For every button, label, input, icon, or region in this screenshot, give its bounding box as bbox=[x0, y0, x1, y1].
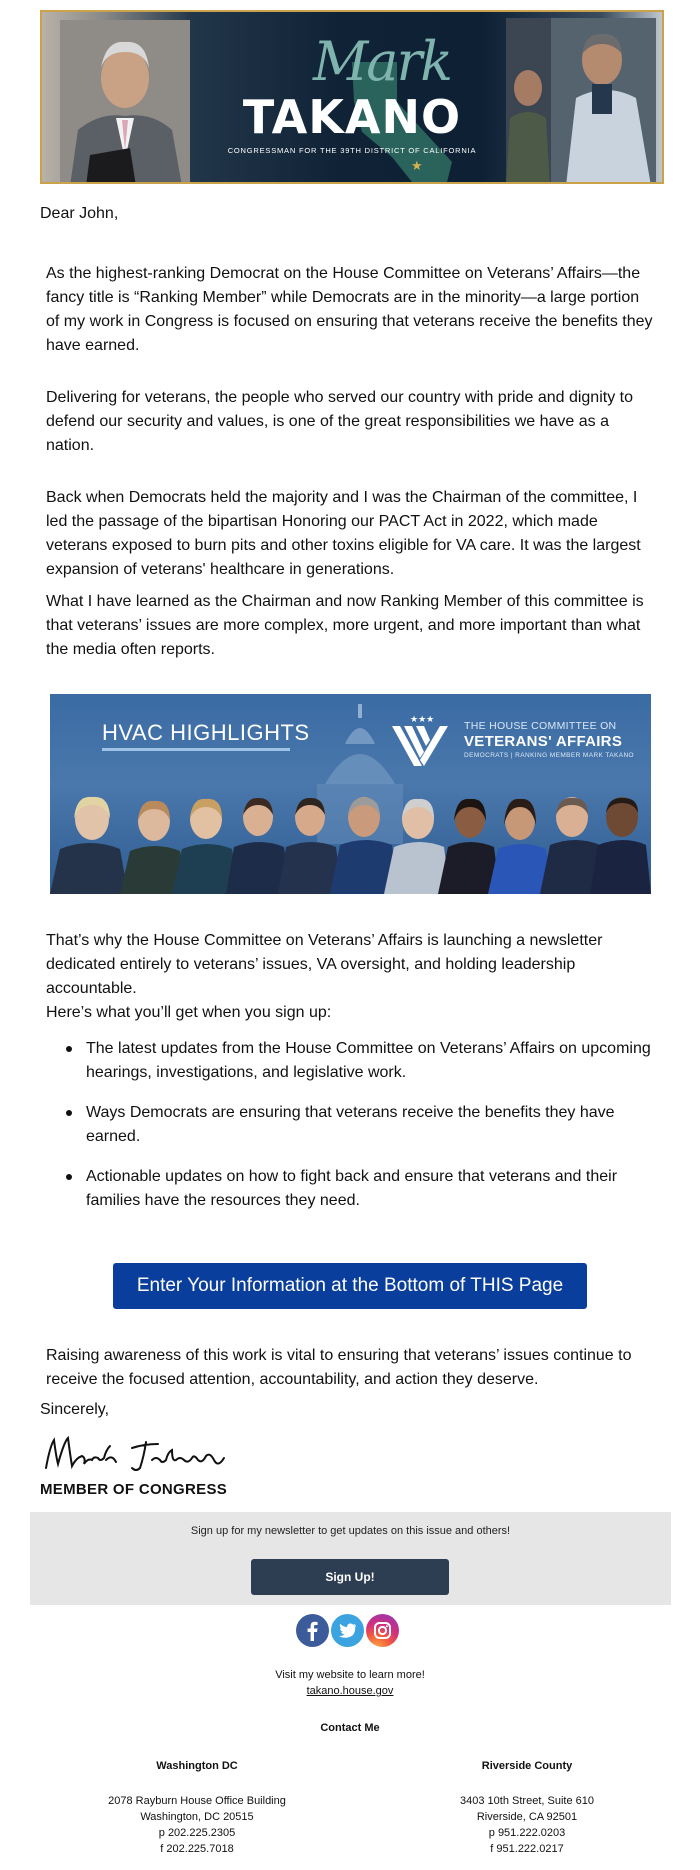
office-washington bbox=[72, 1758, 322, 1857]
instagram-icon[interactable] bbox=[366, 1614, 399, 1647]
signature-drawing bbox=[40, 1428, 240, 1478]
hvac-title-underline bbox=[102, 748, 290, 751]
enter-information-button[interactable]: Enter Your Information at the Bottom of THIS Page bbox=[113, 1263, 587, 1309]
office-address-line2: Washington, DC 20515 bbox=[140, 1811, 254, 1823]
benefits-list bbox=[86, 1037, 666, 1229]
congressman-photo-left bbox=[60, 20, 190, 184]
committee-line-3: DEMOCRATS | RANKING MEMBER MARK TAKANO bbox=[464, 752, 635, 759]
congressman-photo-right bbox=[506, 18, 656, 184]
committee-line-2: VETERANS' AFFAIRS bbox=[464, 733, 623, 750]
committee-logo-icon bbox=[390, 712, 450, 768]
newsletter-signup-box bbox=[30, 1512, 671, 1605]
header-banner bbox=[40, 10, 664, 184]
star-icon: ★ bbox=[411, 158, 423, 173]
facebook-icon[interactable] bbox=[296, 1614, 329, 1647]
hvac-highlights-image bbox=[50, 694, 651, 894]
signup-text: Sign up for my newsletter to get updates on this issue and others! bbox=[190, 1525, 511, 1537]
committee-line-1: THE HOUSE COMMITTEE ON bbox=[464, 720, 617, 732]
office-phone: p 951.222.0203 bbox=[488, 1827, 566, 1839]
sign-up-button[interactable]: Sign Up! bbox=[251, 1559, 449, 1595]
office-name: Washington DC bbox=[156, 1760, 238, 1772]
office-fax: f 951.222.0217 bbox=[490, 1843, 564, 1855]
office-phone: p 202.225.2305 bbox=[158, 1827, 236, 1839]
hvac-title: HVAC HIGHLIGHTS bbox=[102, 720, 310, 745]
office-address-line1: 2078 Rayburn House Office Building bbox=[108, 1795, 286, 1807]
paragraph-5: That’s why the House Committee on Veterans’ Affairs is launching a newsletter dedicated entirely to veterans’ issues, VA oversight, and holding leadership accountable. bbox=[46, 932, 603, 997]
closing: Sincerely, bbox=[40, 1401, 110, 1418]
office-name: Riverside County bbox=[481, 1760, 573, 1772]
list-item: Ways Democrats are ensuring that veterans receive the benefits they have earned. bbox=[86, 1101, 666, 1149]
office-address-line2: Riverside, CA 92501 bbox=[476, 1811, 578, 1823]
paragraph-6: Here’s what you’ll get when you sign up: bbox=[46, 1004, 332, 1021]
paragraph-3: Back when Democrats held the majority and I was the Chairman of the committee, I led the passage of the bipartisan Honoring our PACT Act in 2022, which made veterans exposed to burn pits and other toxins eligible for VA care. It was the largest expansion of veterans' healthcare in generations. bbox=[46, 489, 641, 578]
signature bbox=[40, 1428, 240, 1478]
paragraph-1: As the highest-ranking Democrat on the House Committee on Veterans’ Affairs—the fancy title is “Ranking Member” while Democrats are in the minority—a large portion of my work in Congress is focused on ensuring that veterans receive the benefits they have earned. bbox=[46, 265, 653, 354]
office-address-line1: 3403 10th Street, Suite 610 bbox=[460, 1795, 594, 1807]
banner-name: TAKANO bbox=[242, 90, 462, 144]
paragraph-4: What I have learned as the Chairman and now Ranking Member of this committee is that veterans’ issues are more complex, more urgent, and more important than what the media often reports. bbox=[46, 593, 644, 658]
committee-members-photo bbox=[50, 789, 651, 894]
member-title: MEMBER OF CONGRESS bbox=[40, 1481, 228, 1498]
paragraph-7: Raising awareness of this work is vital to ensuring that veterans’ issues continue to receive the focused attention, accountability, and action they deserve. bbox=[46, 1347, 632, 1388]
script-name: Mark bbox=[312, 30, 452, 93]
greeting: Dear John, bbox=[40, 205, 119, 222]
list-item: The latest updates from the House Committee on Veterans’ Affairs on upcoming hearings, investigations, and legislative work. bbox=[86, 1037, 666, 1085]
office-riverside bbox=[402, 1758, 652, 1857]
website-link[interactable]: takano.house.gov bbox=[306, 1685, 394, 1697]
district-line: CONGRESSMAN FOR THE 39TH DISTRICT OF CALIFORNIA bbox=[227, 146, 477, 155]
twitter-icon[interactable] bbox=[331, 1614, 364, 1647]
social-links bbox=[296, 1614, 399, 1647]
list-item: Actionable updates on how to fight back and ensure that veterans and their families have the resources they need. bbox=[86, 1165, 666, 1213]
office-fax: f 202.225.7018 bbox=[160, 1843, 234, 1855]
visit-text: Visit my website to learn more! bbox=[275, 1669, 425, 1681]
paragraph-2: Delivering for veterans, the people who served our country with pride and dignity to defend our security and values, is one of the great responsibilities we have as a nation. bbox=[46, 389, 633, 454]
svg-text:★★★: ★★★ bbox=[410, 714, 435, 724]
contact-heading: Contact Me bbox=[320, 1722, 380, 1734]
